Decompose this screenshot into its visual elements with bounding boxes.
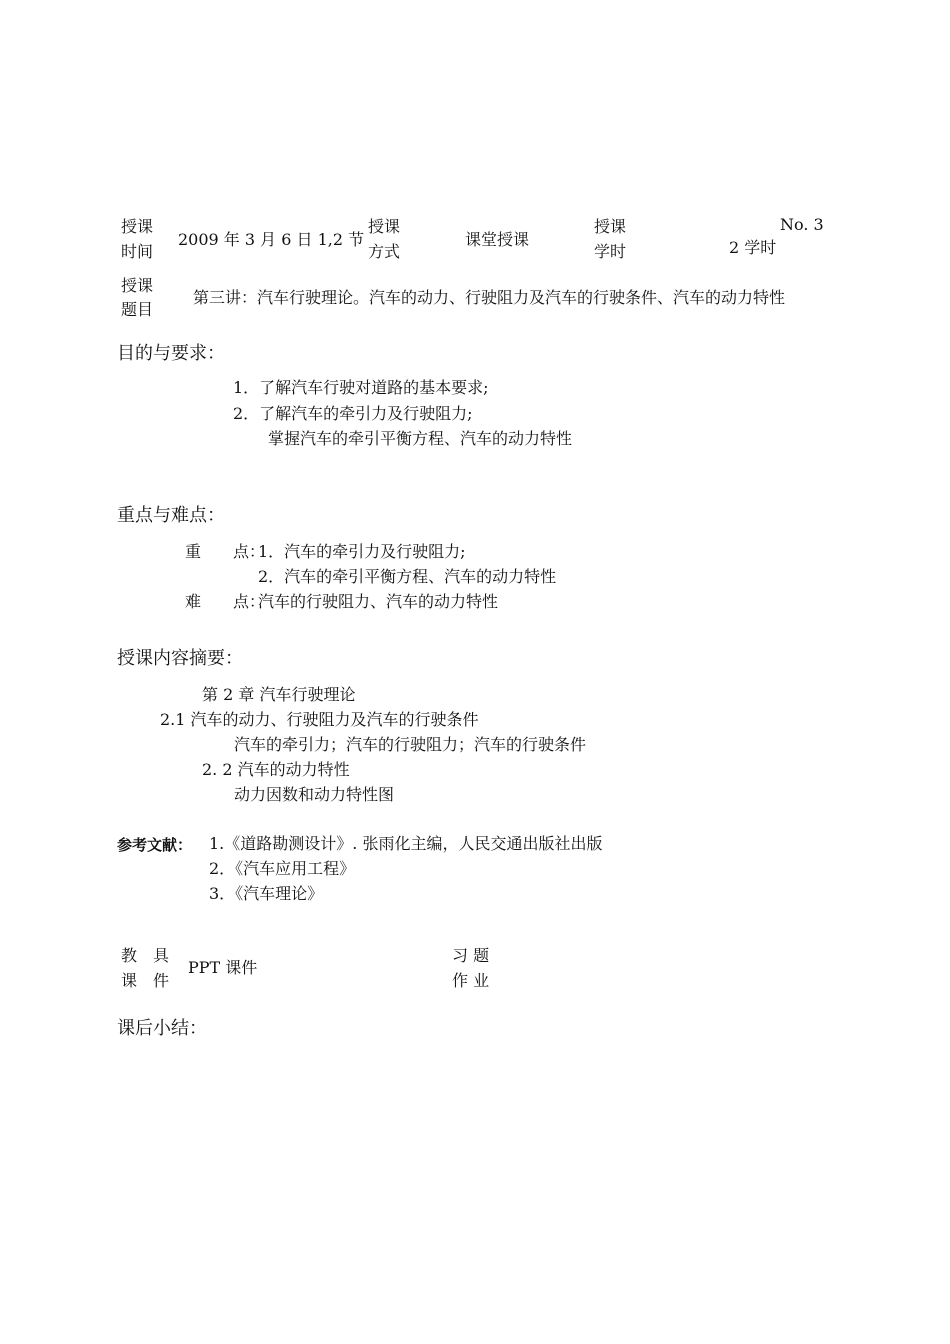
hours-label-line1: 授课 [594,217,627,236]
time-label-line1: 授课 [121,217,154,236]
section-2-detail: 动力因数和动力特性图 [234,785,395,804]
reference-item-2: 2．《汽车应用工程》 [209,859,356,878]
section-1-detail-b: 汽车的行驶阻力 [346,735,459,754]
section-1-title: 2.1 汽车的动力、行驶阻力及汽车的行驶条件 [160,710,479,729]
section-1-detail-c: ；汽车的行驶条件 [458,735,587,754]
mode-value: 课堂授课 [465,230,530,249]
homework-label-line2: 作 业 [452,971,490,990]
reference-item-3: 3．《汽车理论》 [209,884,324,903]
tools-label-line2: 课 件 [121,971,170,990]
tools-value: PPT 课件 [188,958,258,977]
objectives-heading: 目的与要求： [117,343,225,364]
mode-label-line2: 方式 [368,242,401,261]
time-label-line2: 时间 [121,242,154,261]
objective-item-2: 2．了解汽车的牵引力及行驶阻力; [233,404,473,423]
topic-label-line1: 授课 [121,276,154,295]
time-value: 2009 年 3 月 6 日 1,2 节 [178,230,365,249]
section-1-detail [234,733,586,757]
mode-label-line1: 授课 [368,217,401,236]
chapter-title: 第 2 章 汽车行驶理论 [202,685,356,704]
references-label: 参考文献： [117,836,193,854]
difficult-value: 汽车的行驶阻力、汽车的动力特性 [258,592,499,611]
topic-value: 第三讲：汽车行驶理论。汽车的动力、行驶阻力及汽车的行驶条件、汽车的动力特性 [193,288,786,307]
tools-label-line1: 教 具 [121,946,170,965]
key-label: 重 点： [185,542,266,561]
key-item-1: 1．汽车的牵引力及行驶阻力; [258,542,466,561]
summary-heading: 授课内容摘要： [117,648,243,669]
section-2-title: 2. 2 汽车的动力特性 [202,760,350,779]
reference-item-1: 1.《道路勘测设计》. 张雨化主编，人民交通出版社出版 [209,834,603,853]
objective-item-3: 掌握汽车的牵引平衡方程、汽车的动力特性 [268,429,573,448]
difficult-label: 难 点： [185,592,266,611]
hours-label-line2: 学时 [594,242,627,261]
objective-item-1: 1．了解汽车行驶对道路的基本要求; [233,378,489,397]
hours-value: 2 学时 [729,238,777,257]
key-item-2: 2．汽车的牵引平衡方程、汽车的动力特性 [258,567,557,586]
topic-label-line2: 题目 [121,300,154,319]
after-class-heading: 课后小结： [117,1018,207,1039]
key-points-heading: 重点与难点： [117,505,225,526]
lecture-number: No. 3 [780,215,824,234]
section-1-detail-a: 汽车的牵引力； [234,735,347,754]
homework-label-line1: 习 题 [452,946,490,965]
